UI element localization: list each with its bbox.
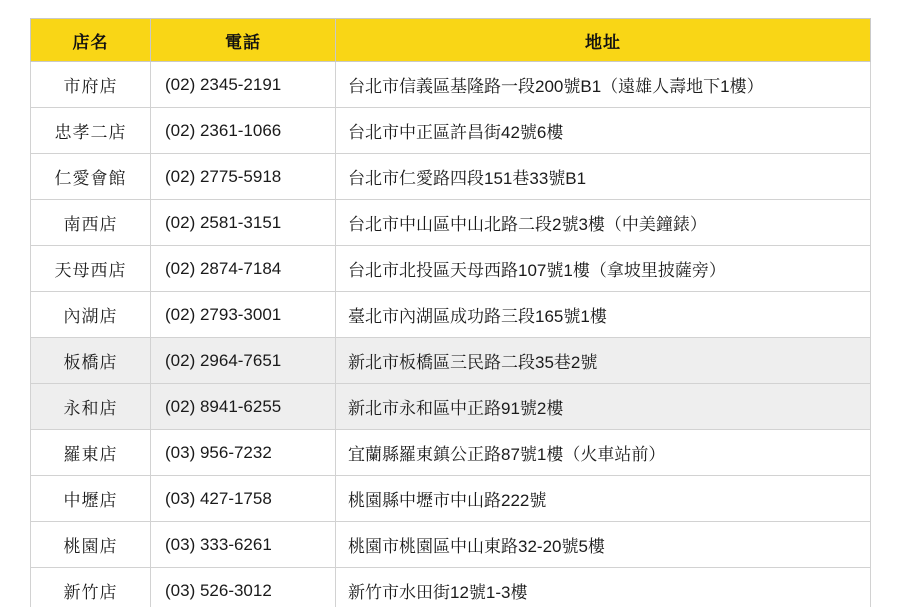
cell-phone: (02) 2345-2191	[151, 62, 336, 108]
cell-store-name: 南西店	[31, 200, 151, 246]
column-header-address: 地址	[336, 19, 871, 62]
cell-store-name: 中壢店	[31, 476, 151, 522]
cell-address: 桃園市桃園區中山東路32-20號5樓	[336, 522, 871, 568]
cell-phone: (02) 2361-1066	[151, 108, 336, 154]
cell-phone: (03) 956-7232	[151, 430, 336, 476]
cell-phone: (02) 2793-3001	[151, 292, 336, 338]
table-row	[31, 568, 871, 607]
cell-address: 新北市永和區中正路91號2樓	[336, 384, 871, 430]
cell-phone: (03) 333-6261	[151, 522, 336, 568]
cell-address: 臺北市內湖區成功路三段165號1樓	[336, 292, 871, 338]
store-locations-table	[30, 18, 871, 607]
table-row	[31, 384, 871, 430]
cell-address: 台北市中山區中山北路二段2號3樓（中美鐘錶）	[336, 200, 871, 246]
table-row	[31, 522, 871, 568]
table-row	[31, 476, 871, 522]
cell-address: 宜蘭縣羅東鎮公正路87號1樓（火車站前）	[336, 430, 871, 476]
column-header-phone: 電話	[151, 19, 336, 62]
cell-address: 桃園縣中壢市中山路222號	[336, 476, 871, 522]
cell-store-name: 羅東店	[31, 430, 151, 476]
table-row	[31, 430, 871, 476]
cell-address: 新北市板橋區三民路二段35巷2號	[336, 338, 871, 384]
table-body	[31, 62, 871, 607]
table-header	[31, 19, 871, 62]
cell-store-name: 新竹店	[31, 568, 151, 607]
cell-phone: (03) 427-1758	[151, 476, 336, 522]
table-row	[31, 62, 871, 108]
cell-store-name: 仁愛會館	[31, 154, 151, 200]
table-row	[31, 200, 871, 246]
cell-store-name: 忠孝二店	[31, 108, 151, 154]
cell-phone: (02) 8941-6255	[151, 384, 336, 430]
table-header-row	[31, 19, 871, 62]
cell-phone: (03) 526-3012	[151, 568, 336, 607]
table-row	[31, 338, 871, 384]
cell-phone: (02) 2581-3151	[151, 200, 336, 246]
cell-address: 台北市中正區許昌街42號6樓	[336, 108, 871, 154]
cell-store-name: 板橋店	[31, 338, 151, 384]
cell-phone: (02) 2874-7184	[151, 246, 336, 292]
cell-phone: (02) 2964-7651	[151, 338, 336, 384]
cell-address: 台北市仁愛路四段151巷33號B1	[336, 154, 871, 200]
column-header-store-name: 店名	[31, 19, 151, 62]
table-row	[31, 154, 871, 200]
cell-phone: (02) 2775-5918	[151, 154, 336, 200]
cell-address: 台北市北投區天母西路107號1樓（拿坡里披薩旁）	[336, 246, 871, 292]
cell-store-name: 市府店	[31, 62, 151, 108]
cell-store-name: 桃園店	[31, 522, 151, 568]
cell-store-name: 天母西店	[31, 246, 151, 292]
cell-address: 新竹市水田街12號1-3樓	[336, 568, 871, 607]
cell-store-name: 內湖店	[31, 292, 151, 338]
cell-store-name: 永和店	[31, 384, 151, 430]
cell-address: 台北市信義區基隆路一段200號B1（遠雄人壽地下1樓）	[336, 62, 871, 108]
table-row	[31, 246, 871, 292]
table-row	[31, 292, 871, 338]
table-row	[31, 108, 871, 154]
